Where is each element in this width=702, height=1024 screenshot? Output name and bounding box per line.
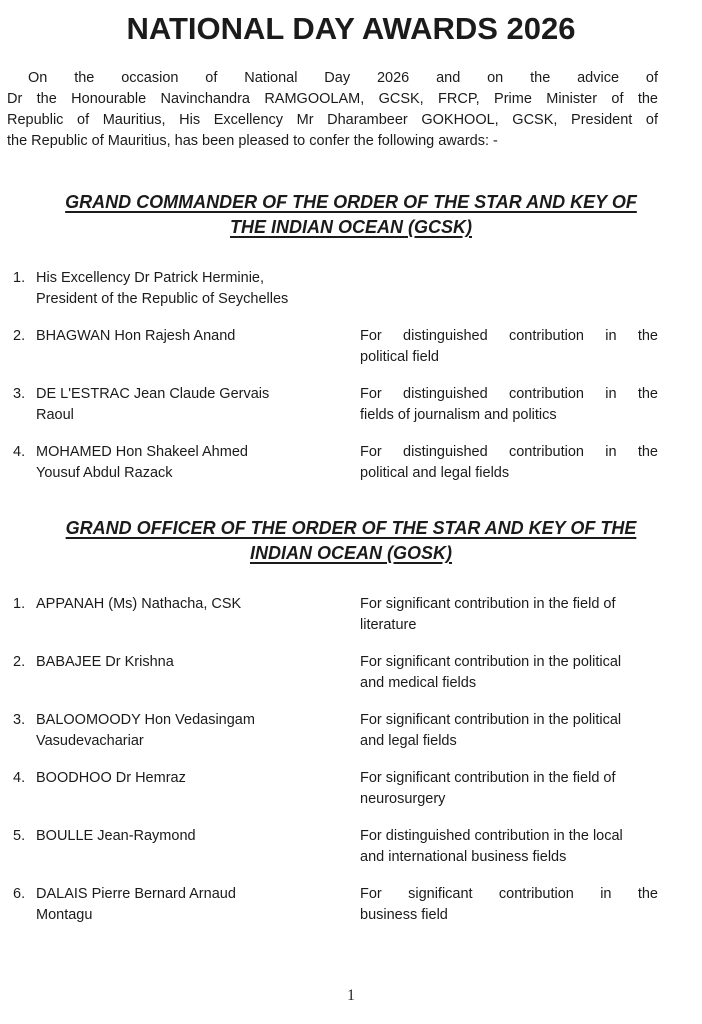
award-entry [13, 768, 658, 810]
entry-citation-line: For distinguished contribution in the local [360, 828, 623, 844]
entry-name-line: BALOOMOODY Hon Vedasingam [36, 712, 255, 728]
award-entry [13, 594, 658, 636]
entry-name-line: BHAGWAN Hon Rajesh Anand [36, 328, 236, 344]
award-entry [13, 268, 658, 310]
entry-number: 3. [13, 386, 26, 402]
entry-citation-line: and international business fields [360, 849, 567, 865]
entry-number: 4. [13, 444, 26, 460]
entry-name [36, 652, 360, 694]
entry-citation [360, 384, 658, 426]
section-heading [0, 190, 702, 240]
award-entry [13, 652, 658, 694]
entry-citation [360, 442, 658, 484]
entry-number: 1. [13, 596, 26, 612]
intro-line: Republic of Mauritius, His Excellency Mr Dharambeer GOKHOOL, GCSK, President of [7, 112, 658, 128]
entry-name [36, 884, 360, 926]
entry-number: 5. [13, 828, 26, 844]
intro-line: On the occasion of National Day 2026 and on the advice of [28, 70, 658, 86]
entry-citation-line: business field [360, 907, 448, 923]
entry-name-line: Yousuf Abdul Razack [36, 465, 173, 481]
entry-citation [360, 710, 658, 752]
entry-name [36, 826, 360, 868]
intro-paragraph [7, 68, 658, 152]
entry-name-line: His Excellency Dr Patrick Herminie, [36, 270, 265, 286]
intro-line: the Republic of Mauritius, has been pleased to confer the following awards: - [7, 133, 498, 149]
sections-container [7, 190, 658, 926]
entry-name-line: APPANAH (Ms) Nathacha, CSK [36, 596, 242, 612]
entry-name [36, 442, 360, 484]
entry-number: 4. [13, 770, 26, 786]
entry-number: 3. [13, 712, 26, 728]
section-heading-line: GRAND OFFICER OF THE ORDER OF THE STAR AND KEY OF THE [65, 518, 637, 538]
entry-citation-line: For distinguished contribution in the [360, 444, 658, 460]
entry-name-line: DALAIS Pierre Bernard Arnaud [36, 886, 236, 902]
section-heading-line: INDIAN OCEAN (GOSK) [250, 543, 452, 563]
award-entry [13, 710, 658, 752]
entry-citation-line: For significant contribution in the political [360, 712, 622, 728]
entry-citation-line: neurosurgery [360, 791, 446, 807]
entry-name-line: BOULLE Jean-Raymond [36, 828, 196, 844]
award-entry [13, 326, 658, 368]
entry-name-line: BOODHOO Dr Hemraz [36, 770, 186, 786]
section-heading [0, 516, 702, 566]
entry-name-line: MOHAMED Hon Shakeel Ahmed [36, 444, 248, 460]
award-entries [13, 268, 658, 484]
entry-citation-line: political and legal fields [360, 465, 510, 481]
entry-citation [360, 768, 658, 810]
section-heading-line: THE INDIAN OCEAN (GCSK) [230, 217, 472, 237]
award-entry [13, 826, 658, 868]
entry-name-line: DE L'ESTRAC Jean Claude Gervais [36, 386, 270, 402]
entry-citation-line: For distinguished contribution in the [360, 386, 658, 402]
intro-line: Dr the Honourable Navinchandra RAMGOOLAM, GCSK, FRCP, Prime Minister of the [7, 91, 658, 107]
entry-name [36, 594, 360, 636]
entry-name-line: BABAJEE Dr Krishna [36, 654, 174, 670]
award-section [7, 516, 658, 926]
entry-number: 1. [13, 270, 26, 286]
award-section [7, 190, 658, 484]
entry-citation-line: For significant contribution in the field of [360, 596, 616, 612]
award-entry [13, 884, 658, 926]
document-title: NATIONAL DAY AWARDS 2026 [126, 11, 576, 46]
entry-name-line: Raoul [36, 407, 74, 423]
entry-name [36, 768, 360, 810]
award-entry [13, 442, 658, 484]
entry-citation-line: For significant contribution in the political [360, 654, 622, 670]
entry-citation [360, 652, 658, 694]
entry-name [36, 326, 360, 368]
entry-citation-line: and legal fields [360, 733, 457, 749]
award-entries [13, 594, 658, 926]
entry-citation-line: political field [360, 349, 439, 365]
entry-name-line: President of the Republic of Seychelles [36, 291, 289, 307]
page-number: 1 [347, 987, 355, 1004]
section-heading-line: GRAND COMMANDER OF THE ORDER OF THE STAR AND KEY OF [65, 192, 637, 212]
entry-citation [360, 594, 658, 636]
entry-citation-line: literature [360, 617, 417, 633]
entry-citation [360, 326, 658, 368]
entry-number: 2. [13, 328, 26, 344]
entry-citation-line: For significant contribution in the [360, 886, 658, 902]
entry-citation [360, 268, 658, 310]
entry-number: 2. [13, 654, 26, 670]
entry-citation-line: For significant contribution in the field of [360, 770, 616, 786]
award-entry [13, 384, 658, 426]
entry-name-line: Montagu [36, 907, 93, 923]
entry-citation-line: For distinguished contribution in the [360, 328, 658, 344]
entry-citation [360, 884, 658, 926]
entry-number: 6. [13, 886, 26, 902]
entry-name [36, 710, 360, 752]
entry-name [36, 384, 360, 426]
entry-citation [360, 826, 658, 868]
entry-name-line: Vasudevachariar [36, 733, 144, 749]
entry-citation-line: fields of journalism and politics [360, 407, 557, 423]
entry-name [36, 268, 360, 310]
entry-citation-line: and medical fields [360, 675, 477, 691]
